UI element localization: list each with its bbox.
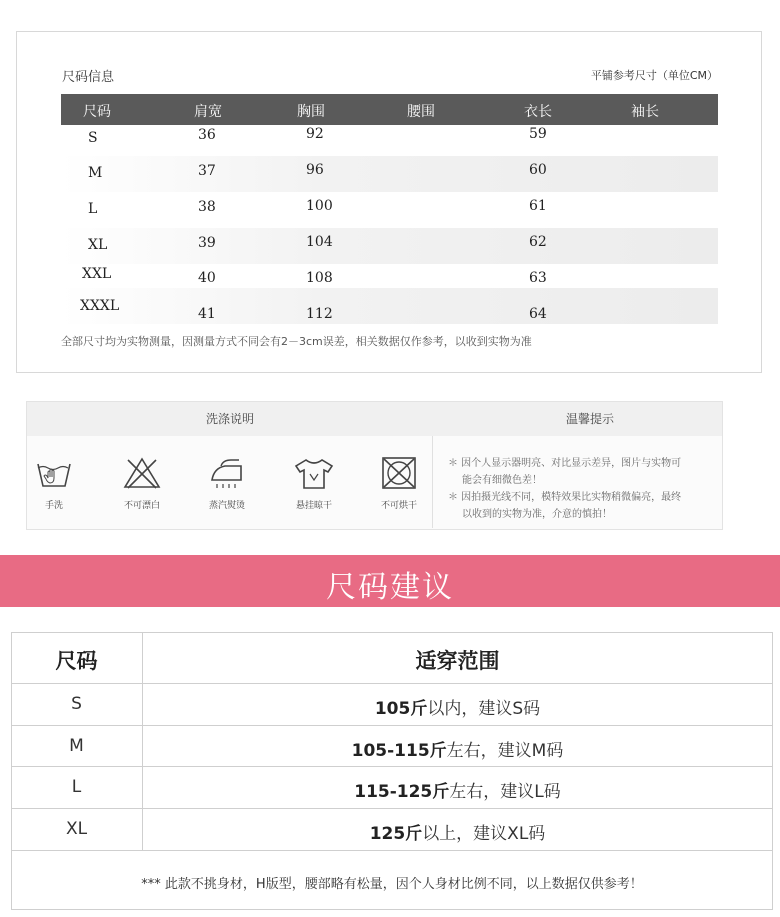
- steam-iron-icon: [207, 456, 247, 490]
- rec-size: XL: [65, 819, 88, 839]
- rec-weight: 115-125斤: [354, 782, 450, 802]
- wash-item: [107, 456, 177, 511]
- rec-text: 左右，建议L码: [449, 782, 561, 802]
- cell-size: XXL: [82, 266, 112, 282]
- cell-length: 60: [529, 162, 547, 178]
- wash-label: 不可烘干: [380, 501, 417, 511]
- cell-chest: 100: [306, 198, 333, 214]
- hand-wash-icon: [34, 456, 74, 490]
- rec-header-range: 适穿范围: [415, 648, 500, 673]
- size-unit-note: 平铺参考尺寸（单位CM）: [590, 69, 718, 82]
- no-tumble-dry-icon: [379, 456, 419, 490]
- wash-item: [364, 456, 434, 511]
- rec-weight: 105斤: [374, 699, 428, 719]
- cell-length: 61: [529, 198, 547, 214]
- cell-chest: 96: [306, 162, 324, 178]
- rec-range: [142, 819, 773, 844]
- cell-length: 63: [529, 270, 547, 286]
- rec-footnote: *** 此款不挑身材，H版型，腰部略有松量，因个人身材比例不同，以上数据仅供参考！: [141, 877, 643, 892]
- no-bleach-icon: [122, 456, 162, 490]
- wash-item: [19, 456, 89, 511]
- size-table-header: [61, 94, 718, 125]
- rec-header-size: 尺码: [55, 648, 98, 673]
- divider: [11, 766, 773, 767]
- tips-text: [448, 456, 722, 524]
- rec-range: [142, 694, 773, 719]
- tip-line: 以收到的实物为准，介意的慎拍！: [462, 509, 612, 520]
- divider: [11, 725, 773, 726]
- cell-shoulder: 36: [198, 127, 216, 143]
- rec-text: 以上，建议XL码: [422, 824, 546, 844]
- hang-dry-icon: [294, 456, 334, 490]
- wash-label: 蒸汽熨烫: [208, 501, 245, 511]
- rec-text: 左右，建议M码: [446, 741, 564, 761]
- cell-size: XXXL: [80, 298, 120, 314]
- tip-line: ＊ 因个人显示器明亮、对比显示差异，图片与实物可: [448, 458, 682, 469]
- divider: [11, 683, 773, 684]
- size-info-title: 尺码信息: [62, 70, 115, 85]
- wash-label: 悬挂晾干: [295, 501, 332, 511]
- rec-size: S: [71, 694, 82, 714]
- table-row: [61, 288, 718, 324]
- cell-length: 64: [529, 306, 547, 322]
- col-shoulder: 肩宽: [194, 104, 222, 120]
- rec-size: L: [71, 777, 82, 797]
- cell-chest: 112: [306, 306, 333, 322]
- col-waist: 腰围: [407, 104, 435, 120]
- cell-length: 59: [529, 126, 547, 142]
- table-row: [61, 228, 718, 264]
- col-chest: 胸围: [297, 104, 325, 120]
- tips-title: 温馨提示: [565, 412, 614, 426]
- divider: [11, 808, 773, 809]
- tip-line: ＊ 因拍摄光线不同，模特效果比实物稍微偏亮，最终: [448, 492, 682, 503]
- wash-label: 手洗: [44, 501, 63, 511]
- cell-size: XL: [88, 237, 108, 253]
- cell-chest: 104: [306, 234, 333, 250]
- cell-chest: 108: [306, 270, 333, 286]
- cell-length: 62: [529, 234, 547, 250]
- cell-size: M: [88, 165, 103, 181]
- tip-line: 能会有细微色差！: [462, 475, 542, 486]
- table-row: [61, 192, 718, 228]
- col-size: 尺码: [83, 104, 111, 120]
- table-row: [61, 156, 718, 192]
- rec-size: M: [69, 736, 84, 756]
- rec-range: [142, 777, 773, 802]
- cell-shoulder: 39: [198, 235, 216, 251]
- wash-label: 不可漂白: [123, 501, 160, 511]
- wash-item: [192, 456, 262, 511]
- rec-weight: 125斤: [369, 824, 423, 844]
- divider: [11, 850, 773, 851]
- col-sleeve: 袖长: [631, 104, 659, 120]
- cell-size: L: [88, 201, 98, 217]
- measurement-footnote: 全部尺寸均为实物测量，因测量方式不同会有2－3cm误差，相关数据仅作参考，以收到实物为准: [61, 335, 532, 348]
- rec-text: 以内，建议S码: [427, 699, 541, 719]
- cell-size: S: [88, 130, 98, 146]
- col-length: 衣长: [524, 104, 552, 120]
- cell-chest: 92: [306, 126, 324, 142]
- wash-title: 洗涤说明: [205, 412, 254, 426]
- cell-shoulder: 37: [198, 163, 216, 179]
- rec-range: [142, 736, 773, 761]
- cell-shoulder: 40: [198, 270, 216, 286]
- cell-shoulder: 38: [198, 199, 216, 215]
- cell-shoulder: 41: [198, 306, 216, 322]
- banner-title: 尺码建议: [326, 570, 454, 605]
- wash-item: [279, 456, 349, 511]
- rec-weight: 105-115斤: [351, 741, 447, 761]
